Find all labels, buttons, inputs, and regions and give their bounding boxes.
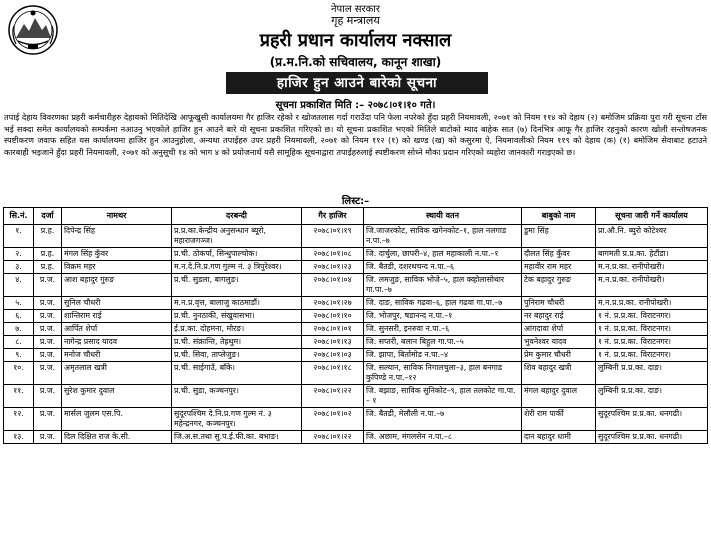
cell-father-name: आंगदावा शेर्पा [522, 323, 596, 336]
cell-serial: ३. [4, 261, 34, 274]
table-row [4, 336, 708, 349]
cell-name: विक्रम महर [62, 261, 172, 274]
col-header-permanent-address: स्थायी वतन [364, 208, 522, 225]
table-row [4, 261, 708, 274]
cell-posting: प्र.ची. ठोकर्पा, सिन्धुपाल्चोक। [172, 248, 302, 261]
cell-father-name: शिव बहादुर खत्री [522, 362, 596, 385]
cell-issuing-office: म.न.प्र.प्र.का. रानीपोखरी। [596, 297, 708, 310]
cell-issuing-office: म.न.प्र.का. रानीपोखरी। [596, 274, 708, 297]
cell-issuing-office: सुदूरपश्चिम प्र.प्र.का. धनगढी। [596, 431, 708, 444]
cell-absent-date: २०७८।०१।०१ [302, 323, 364, 336]
cell-serial: ४. [4, 274, 34, 297]
cell-serial: ५. [4, 297, 34, 310]
cell-issuing-office: लुम्बिनी प्र.प्र.का. दाङ। [596, 385, 708, 408]
cell-name: सुनिल चौधरी [62, 297, 172, 310]
cell-issuing-office: १ नं. प्र.प्र.का. विराटनगर। [596, 336, 708, 349]
cell-posting: जि.अ.स.तथा सु.प.ई.फी.का. बभाङ। [172, 431, 302, 444]
cell-name: मनोज चौधरी [62, 349, 172, 362]
cell-rank: प्र.ज. [34, 385, 62, 408]
table-row [4, 248, 708, 261]
cell-permanent-address: जि. सप्तरी, बलान बिहुल गा.पा.–५ [364, 336, 522, 349]
cell-name: दिल दिक्षित राज के.सी. [62, 431, 172, 444]
cell-issuing-office: १ नं. प्र.प्र.का. विराटनगर। [596, 310, 708, 323]
list-heading: लिस्ट:– [341, 196, 370, 207]
cell-father-name: दौलत सिंह कुँवर [522, 248, 596, 261]
cell-father-name: मंगल बहादुर दुवाल [522, 385, 596, 408]
col-header-issuing-office: सूचना जारी गर्ने कार्यालय [596, 208, 708, 225]
cell-rank: प्र.ज. [34, 349, 62, 362]
table-row [4, 362, 708, 385]
cell-absent-date: २०७८।०१।१८ [302, 362, 364, 385]
cell-permanent-address: जि. बझाङ, साविक सुनिकोट–९, हाल तलकोट गा.पा. – १ [364, 385, 522, 408]
cell-absent-date: २०७८।०१।१९ [302, 225, 364, 248]
cell-father-name: नर बहादुर राई [522, 310, 596, 323]
cell-issuing-office: सुदूरपश्चिम प्र.प्र.का. धनगढी। [596, 408, 708, 431]
cell-posting: प्र.ची. नुनठाकी, संखुवासभा। [172, 310, 302, 323]
cell-father-name: प्रेम कुमार चौधरी [522, 349, 596, 362]
cell-issuing-office: प्रा.औ.नि. ब्युरो कोटेश्वर [596, 225, 708, 248]
cell-absent-date: २०७८।०१।१३ [302, 336, 364, 349]
table-row [4, 385, 708, 408]
cell-father-name: शेरी राम पार्की [522, 408, 596, 431]
cell-serial: १०. [4, 362, 34, 385]
cell-rank: प्र.ज. [34, 297, 62, 310]
cell-posting: ई.प्र.का. दोहमना, मोरङ। [172, 323, 302, 336]
table-row [4, 323, 708, 336]
cell-permanent-address: जि. अछाम, मंगलसेन न.पा.–८ [364, 431, 522, 444]
government-line: नेपाल सरकार [331, 4, 380, 15]
cell-father-name: भुवनेश्वर यादव [522, 336, 596, 349]
cell-serial: १२. [4, 408, 34, 431]
cell-permanent-address: जि. सुनसरी, इनरुवा न.पा.–६ [364, 323, 522, 336]
cell-serial: १३. [4, 431, 34, 444]
table-row [4, 297, 708, 310]
notice-paragraph: तपाई देहाय विवरणका प्रहरी कर्मचारीहरु देहायको मितिदेखि आफूखुसी कार्यालयमा गैर हाजिर रहेको र खोजतलास गर्दा गराउँदा पनि फेला नपरेको हुँदा प्रहरी नियमावली, २०७१ को नियम ११४ को देहाय (२) बमोजिम प्रक्रिया पुरा गरी सूचना टाँस भई सक्दा समेत कार्यालयको सम्पर्कमा नआउनु भएकोले हाजिर हुन आउने बारे यो सूचना प्रकाशित गरिएको छ। यो सूचना प्रकाशित भएको मितिले बाटोको म्याद बाहेक सात (७) दिनभित्र आफू गैर हाजिर रहनुको कारण खोली सन्तोषजनक स्पष्टीकरण जवाफ सहित यस कार्यालयमा हाजिर हुन आउनुहोला, अन्यथा तपाईहरु उपर प्रहरी नियमावली, २०७१ को नियम ११२ (१) को खण्ड (ख) को कसुरमा ऐ, नियमावलीको नियम ११९ को देहाय (क) (१) बमोजिम सेवाबाट हटाउने कारबाही भइजाने हुँदा प्रहरी नियमावली, २०७१ को अनुसूची १४ को भाग ४ को प्रयोजनार्थ यसै सामूहिक सूचनाद्वारा तपाईहरुलाई स्पष्टीकरण सोध्ने मौका प्रदान गरिएको व्यहोरा जानकारी गराइएको छ। [4, 112, 707, 157]
cell-absent-date: २०७८।०१।२७ [302, 297, 364, 310]
section-subtitle: (प्र.म.नि.को सचिवालय, कानून शाखा) [269, 55, 442, 69]
cell-name: अमृतलाल खत्री [62, 362, 172, 385]
cell-serial: ८. [4, 336, 34, 349]
cell-name: मार्सल जुलम एस.पि. [62, 408, 172, 431]
cell-permanent-address: जि.जाजरकोट, साविक खगेनकोट–१, हाल नलगाड न.पा.–७ [364, 225, 522, 248]
cell-rank: प्र.ज. [34, 362, 62, 385]
cell-absent-date: २०७८।०१।२३ [302, 261, 364, 274]
cell-name: नागेन्द्र प्रसाद यादव [62, 336, 172, 349]
cell-father-name: टेक बहादुर गुरुङ [522, 274, 596, 297]
cell-permanent-address: जि. दाङ, साविक गढवा–६, हाल गढवा गा.पा.–७ [364, 297, 522, 310]
cell-serial: ११. [4, 385, 34, 408]
publish-date: सूचना प्रकाशित मिति :– २०७८।०१।१० गते। [275, 100, 436, 111]
cell-absent-date: २०७८।०१।०२ [302, 408, 364, 431]
table-row [4, 225, 708, 248]
cell-posting: म.न.दे.नि.प्र.गण गुल्म नं. ३ त्रिपुरेश्वर। [172, 261, 302, 274]
cell-posting: प्र.ची. साईगाउँ, बाँके। [172, 362, 302, 385]
cell-father-name: दान बहादुर धामी [522, 431, 596, 444]
absentee-table [3, 207, 708, 444]
cell-serial: ६. [4, 310, 34, 323]
office-title: प्रहरी प्रधान कार्यालय नक्साल [259, 30, 452, 51]
cell-posting: प्र.ची. सुडा, कञ्चनपुर। [172, 385, 302, 408]
col-header-father-name: बाबुको नाम [522, 208, 596, 225]
table-row [4, 431, 708, 444]
table-row [4, 310, 708, 323]
notice-title-banner: हाजिर हुन आउने बारेको सूचना [226, 72, 488, 94]
cell-issuing-office: बागमती प्र.प्र.का. हेटौंडा। [596, 248, 708, 261]
cell-serial: २. [4, 248, 34, 261]
cell-issuing-office: म.न.प्र.का. रानीपोखरी। [596, 261, 708, 274]
cell-rank: प्र.ज. [34, 274, 62, 297]
cell-absent-date: २०७८।०१।०४ [302, 274, 364, 297]
cell-name: सुरेश कुमार दुवाल [62, 385, 172, 408]
cell-name: शान्तिराम राई [62, 310, 172, 323]
cell-name: मंगल सिंह कुँवर [62, 248, 172, 261]
cell-rank: प्र.ह. [34, 248, 62, 261]
cell-rank: प्र.ज. [34, 336, 62, 349]
cell-permanent-address: जि. भोजपुर, षडानन्द न.पा.–१ [364, 310, 522, 323]
table-header-row [4, 208, 708, 225]
cell-issuing-office: १ नं. प्र.प्र.का. विराटनगर। [596, 349, 708, 362]
cell-posting: प्र.ची. सिवा, ताप्लेजुङ। [172, 349, 302, 362]
cell-permanent-address: जि. बैतडी, दशरथचन्द न.पा.–६ [364, 261, 522, 274]
col-header-name: नामथर [62, 208, 172, 225]
cell-posting: प्र.ची. सुडला, बागलुङ। [172, 274, 302, 297]
cell-absent-date: २०७८।०१।१० [302, 310, 364, 323]
ministry-line: गृह मन्त्रालय [331, 14, 380, 27]
cell-serial: ९. [4, 349, 34, 362]
cell-permanent-address: जि. सल्यान, साविक निगालचुला–३, हाल बनगाड कुपिण्डे न.पा.–१२ [364, 362, 522, 385]
cell-permanent-address: जि. दार्चुला, छापरी–४, हाल महाकाली न.पा.–१ [364, 248, 522, 261]
cell-rank: प्र.ह. [34, 261, 62, 274]
cell-posting: सुदूरपश्चिम दे.नि.प्र.गण गुल्म नं. ३ महेन्द्रनगर, कञ्चनपुर। [172, 408, 302, 431]
cell-absent-date: २०७८।०१।२२ [302, 385, 364, 408]
cell-name: आर्पित शेर्पा [62, 323, 172, 336]
col-header-rank: दर्जा [34, 208, 62, 225]
table-row [4, 274, 708, 297]
cell-permanent-address: जि. बैतडी, मेलौली न.पा.–७ [364, 408, 522, 431]
cell-posting: प्र.प्र.का.केन्द्रीय अनुसन्धान ब्यूरो, महाराजगञ्ज। [172, 225, 302, 248]
cell-name: दिपेन्द्र सिंह [62, 225, 172, 248]
col-header-absent-date: गैर हाजिर [302, 208, 364, 225]
cell-permanent-address: जि. झापा, बिर्तामोड न.पा.–४ [364, 349, 522, 362]
table-row [4, 349, 708, 362]
cell-father-name: पुनिराम चौधरी [522, 297, 596, 310]
cell-absent-date: २०७८।०१।०३ [302, 349, 364, 362]
cell-rank: प्र.ज. [34, 310, 62, 323]
cell-posting: प्र.ची. संक्रान्ति, तेह्रथुम। [172, 336, 302, 349]
cell-serial: १. [4, 225, 34, 248]
table-row [4, 408, 708, 431]
cell-rank: प्र.ज. [34, 323, 62, 336]
cell-name: आश बहादुर गुरुङ [62, 274, 172, 297]
cell-posting: म.न.प्र.वृत्त, बालाजु काठमाडौं। [172, 297, 302, 310]
cell-absent-date: २०७८।०१।२२ [302, 431, 364, 444]
cell-permanent-address: जि. लमजुङ, साविक भोजे–५, हाल क्व्होलासोथार गा.पा.–७ [364, 274, 522, 297]
cell-serial: ७. [4, 323, 34, 336]
cell-father-name: महावीर राम महर [522, 261, 596, 274]
cell-rank: प्र.ज. [34, 408, 62, 431]
col-header-serial: सि.नं. [4, 208, 34, 225]
cell-issuing-office: लुम्बिनी प्र.प्र.का. दाङ। [596, 362, 708, 385]
col-header-posting: दरबन्दी [172, 208, 302, 225]
cell-father-name: डुमा सिंह [522, 225, 596, 248]
cell-rank: प्र.ज. [34, 431, 62, 444]
cell-absent-date: २०७८।०१।०८ [302, 248, 364, 261]
notice-body [4, 112, 707, 158]
cell-issuing-office: १ नं. प्र.प्र.का. विराटनगर। [596, 323, 708, 336]
cell-rank: प्र.ह. [34, 225, 62, 248]
